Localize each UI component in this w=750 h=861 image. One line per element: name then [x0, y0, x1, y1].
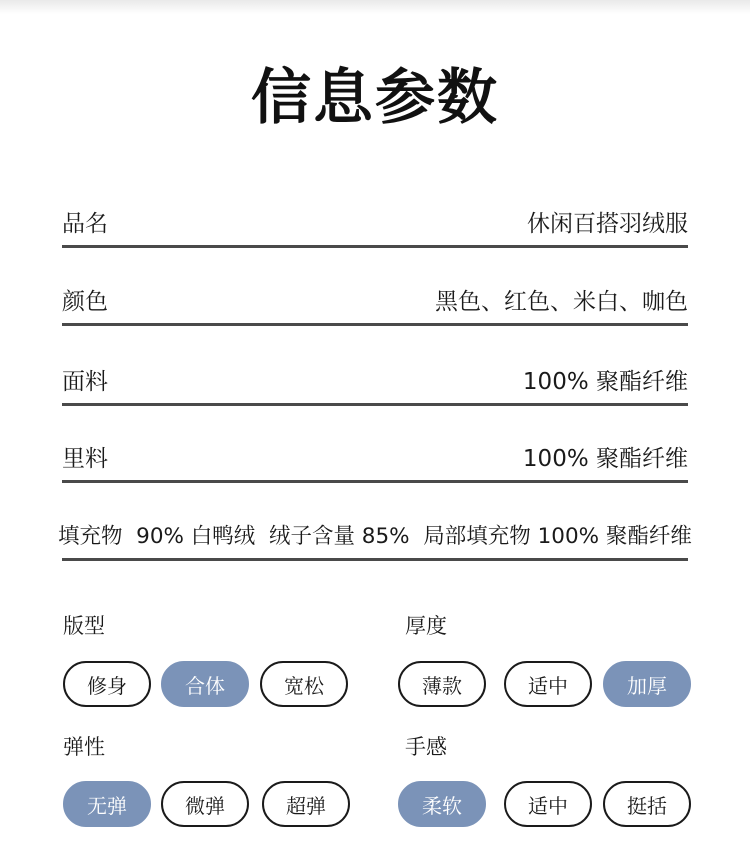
spec-label: 面料	[62, 369, 108, 395]
option-fit-loose[interactable]: 宽松	[260, 661, 348, 707]
spec-label: 品名	[62, 211, 108, 237]
spec-value: 休闲百搭羽绒服	[527, 211, 688, 237]
spec-value: 黑色、红色、米白、咖色	[435, 289, 688, 315]
option-thickness-thick[interactable]: 加厚	[603, 661, 691, 707]
top-edge-shadow	[0, 0, 750, 14]
group-label-thickness: 厚度	[405, 614, 447, 638]
group-label-feel: 手感	[405, 735, 447, 759]
option-feel-crisp[interactable]: 挺括	[603, 781, 691, 827]
spec-value: 100% 聚酯纤维	[522, 369, 688, 395]
filling-text: 填充物 90% 白鸭绒 绒子含量 85% 局部填充物 100% 聚酯纤维	[58, 524, 692, 549]
spec-row-fabric	[62, 363, 688, 406]
spec-label: 颜色	[62, 289, 108, 315]
group-label-fit: 版型	[63, 614, 105, 638]
option-feel-medium[interactable]: 适中	[504, 781, 592, 827]
spec-label: 里料	[62, 446, 108, 472]
option-elasticity-slight[interactable]: 微弹	[161, 781, 249, 827]
option-elasticity-high[interactable]: 超弹	[262, 781, 350, 827]
page-title: 信息参数	[251, 63, 499, 133]
option-fit-regular[interactable]: 合体	[161, 661, 249, 707]
option-thickness-medium[interactable]: 适中	[504, 661, 592, 707]
option-elasticity-none[interactable]: 无弹	[63, 781, 151, 827]
option-fit-slim[interactable]: 修身	[63, 661, 151, 707]
group-label-elasticity: 弹性	[63, 735, 105, 759]
spec-row-filling	[58, 518, 692, 561]
spec-row-lining	[62, 440, 688, 483]
spec-row-name	[62, 205, 688, 248]
spec-row-color	[62, 283, 688, 326]
option-feel-soft[interactable]: 柔软	[398, 781, 486, 827]
spec-value: 100% 聚酯纤维	[522, 446, 688, 472]
option-thickness-thin[interactable]: 薄款	[398, 661, 486, 707]
